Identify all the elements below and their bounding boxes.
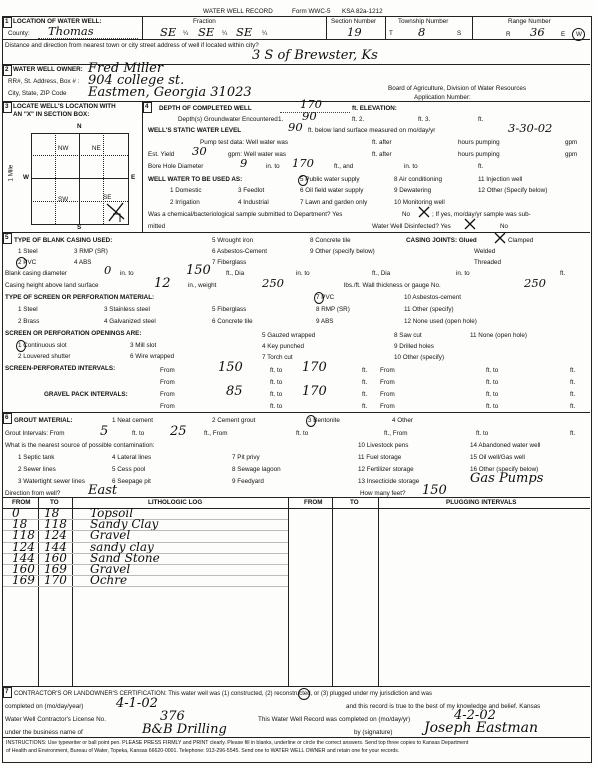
compass-n: N <box>77 123 82 130</box>
quadrant-nw: NW <box>58 145 69 152</box>
clamped[interactable]: Clamped <box>508 237 534 244</box>
gpi-ft-4: ft. <box>570 403 576 410</box>
contam-option[interactable]: 6 Seepage pit <box>112 478 151 485</box>
quarter-3: ¼ <box>262 30 268 37</box>
section-1-title: LOCATION OF WATER WELL: <box>13 18 102 25</box>
opening-option[interactable]: 2 Louvered shutter <box>18 353 71 360</box>
section-3-number: 3 <box>5 103 9 110</box>
log-to[interactable]: 160 <box>44 550 67 565</box>
quadrant-sw: SW <box>58 196 69 203</box>
direction-label: Direction from well? <box>5 490 61 497</box>
casing-option[interactable]: 9 Other (specify below) <box>310 248 375 255</box>
log-description[interactable]: sandy clay <box>90 539 154 554</box>
use-option[interactable]: 3 Feedlot <box>238 187 265 194</box>
log-from[interactable]: 144 <box>12 550 35 565</box>
township-label: Township Number <box>398 18 449 25</box>
how-many-feet-value[interactable]: 150 <box>422 483 447 498</box>
contam-option[interactable]: 13 Insecticide storage <box>358 478 420 485</box>
contam-option[interactable]: 10 Livestock pens <box>358 442 409 449</box>
grout-option[interactable]: 4 Other <box>392 417 413 424</box>
log-description[interactable]: Ochre <box>90 573 128 588</box>
range-r: R <box>506 31 511 38</box>
log-to[interactable]: 118 <box>44 517 67 532</box>
casing-dia-value[interactable]: 0 <box>104 263 112 277</box>
pump-gpm: gpm <box>565 139 578 146</box>
grout-ft-to-3: ft. to <box>476 430 489 437</box>
spi-from-value[interactable]: 150 <box>218 360 243 375</box>
rule <box>3 412 590 413</box>
gpi-ft-to-3: ft. to <box>270 403 283 410</box>
log-header-to-2: TO <box>350 499 359 506</box>
screen-option[interactable]: 6 Concrete tile <box>212 318 253 325</box>
contamination-label: What is the nearest source of possible contamination: <box>5 442 155 449</box>
screen-pvc-circle <box>314 292 324 304</box>
use-option[interactable]: 6 Oil field water supply <box>300 187 364 194</box>
completed-label: completed on (mo/day/year) <box>5 703 84 710</box>
log-header-from: FROM <box>12 499 31 506</box>
address-label: RR#, St. Address, Box # : <box>8 78 80 85</box>
opening-option[interactable]: 7 Torch cut <box>262 354 293 361</box>
log-description[interactable]: Gravel <box>90 528 131 543</box>
contam-option[interactable]: 3 Watertight sewer lines <box>18 478 85 485</box>
casing-depth[interactable]: 150 <box>186 263 211 278</box>
static-level-value[interactable]: 90 <box>288 120 303 134</box>
township-value[interactable]: 8 <box>418 25 426 39</box>
log-to[interactable]: 170 <box>44 573 67 588</box>
gpi-from-value[interactable]: 85 <box>226 384 243 399</box>
contam-option[interactable]: 8 Sewage lagoon <box>232 466 281 473</box>
city-value[interactable]: Eastmen, Georgia 31023 <box>88 85 252 100</box>
grout-label: GROUT MATERIAL: <box>14 417 73 424</box>
application-number-label: Application Number: <box>414 94 471 101</box>
section-2-number: 2 <box>5 66 9 73</box>
quadrant-se: SE <box>103 194 112 201</box>
log-to[interactable]: 169 <box>44 562 67 576</box>
use-option[interactable]: 9 Dewatering <box>394 187 432 194</box>
address-value[interactable]: 904 college st. <box>88 73 185 88</box>
yield-gpm-2: gpm <box>565 151 578 158</box>
range-value[interactable]: 36 <box>530 25 545 39</box>
township-t: T <box>389 30 393 37</box>
contam-option[interactable]: 7 Pit privy <box>232 454 260 461</box>
distance-label: Distance and direction from nearest town or city street address of well if located within city? <box>5 42 259 49</box>
log-from[interactable]: 124 <box>12 539 35 554</box>
log-to[interactable]: 144 <box>44 539 67 554</box>
gpi-ft: ft. <box>362 391 368 398</box>
rule <box>3 497 590 498</box>
gpi-to-value[interactable]: 170 <box>302 384 327 399</box>
contam-option[interactable]: 9 Feedyard <box>232 478 264 485</box>
record-completed-value[interactable]: 4-2-02 <box>454 708 496 723</box>
casing-title: TYPE OF BLANK CASING USED: <box>14 237 113 244</box>
contam-option[interactable]: 11 Fuel storage <box>358 454 402 461</box>
grout-ft: ft. <box>570 430 576 437</box>
contam-option[interactable]: 15 Oil well/Gas well <box>470 454 525 461</box>
screen-option[interactable]: 7 PVC <box>316 294 335 301</box>
spi-ft-to-3: ft. to <box>270 379 283 386</box>
section-1-number-box <box>3 17 12 28</box>
grout-bentonite-circle <box>306 415 316 427</box>
screen-option[interactable]: 9 ABS <box>316 318 334 325</box>
compass-s: S <box>77 224 82 231</box>
groundwater-1: 1. <box>278 116 284 123</box>
screen-option[interactable]: 3 Stainless steel <box>104 306 150 313</box>
gpi-from-4: From <box>380 403 395 410</box>
table-row <box>0 573 596 588</box>
casing-dia-ft-3: ft. <box>560 270 566 277</box>
instructions-line-1: INSTRUCTIONS: Use typewriter or ball point pen. PLEASE PRESS FIRMLY and PRINT clearly. Please fill in blanks, underline or circle the correct answers. Send top three copies to Kansas Department <box>6 740 469 746</box>
grout-ft-to: ft. to <box>132 430 145 437</box>
compass-e: E <box>131 174 136 181</box>
license-value[interactable]: 376 <box>160 709 185 724</box>
use-option[interactable]: 5 Public water supply <box>300 176 360 183</box>
opening-option[interactable]: 10 Other (specify) <box>394 354 445 361</box>
spi-from-3: From <box>160 379 175 386</box>
opening-continuous-circle <box>16 340 26 352</box>
section-1-number: 1 <box>5 18 9 25</box>
pump-hours: hours pumping <box>458 139 500 146</box>
log-header-to: TO <box>50 499 59 506</box>
opening-option[interactable]: 11 None (open hole) <box>470 332 527 339</box>
township-s: S <box>457 30 462 37</box>
chem-no-mark-icon <box>418 206 430 218</box>
rule <box>3 737 590 738</box>
log-from[interactable]: 118 <box>12 528 35 543</box>
disinfect-yes-mark-icon <box>464 218 476 230</box>
joints-mark-icon <box>494 232 506 244</box>
log-to[interactable]: 18 <box>44 506 60 520</box>
openings-title: SCREEN OR PERFORATION OPENINGS ARE: <box>5 330 142 337</box>
direction-value[interactable]: East <box>88 483 118 498</box>
casing-weight-value[interactable]: 250 <box>262 276 284 290</box>
use-option[interactable]: 8 Air conditioning <box>394 176 442 183</box>
grout-from-value[interactable]: 5 <box>100 424 109 439</box>
certification-text: CONTRACTOR'S OR LANDOWNER'S CERTIFICATION: This water well was (1) constructed, (2) reconstructed, or (3) plugged under my jurisdiction and was <box>14 691 432 697</box>
rule <box>3 101 590 102</box>
spi-ft-3: ft. <box>362 379 368 386</box>
gpi-ft-to-2: ft. to <box>486 391 499 398</box>
groundwater-3: ft. 3. <box>418 116 431 123</box>
screen-title: TYPE OF SCREEN OR PERFORATION MATERIAL: <box>5 294 155 301</box>
groundwater-value[interactable]: 90 <box>302 109 317 123</box>
casing-height-label: Casing height above land surface <box>5 282 99 289</box>
county-value[interactable]: Thomas <box>48 24 94 38</box>
owner-value[interactable]: Fred Miller <box>88 61 164 76</box>
pump-test-label: Pump test data: Well water was <box>200 139 289 146</box>
screen-option[interactable]: 2 Brass <box>18 318 40 325</box>
bore-label: Bore Hole Diameter <box>148 163 204 170</box>
section-value[interactable]: 19 <box>347 25 362 39</box>
use-label: WELL WATER TO BE USED AS: <box>148 176 243 183</box>
fraction-2[interactable]: SE <box>198 25 215 39</box>
contam-option[interactable]: 14 Abandoned water well <box>470 442 541 449</box>
casing-dia-in-2: in. to <box>296 270 310 277</box>
casing-dia-label: Blank casing diameter <box>5 270 67 277</box>
casing-weight-rest: lbs./ft. Wall thickness or gauge No. <box>344 282 441 289</box>
bore-ft: ft. <box>478 163 484 170</box>
yield-value[interactable]: 30 <box>192 144 207 158</box>
county-label: County: <box>8 30 30 37</box>
use-option[interactable]: 4 Industrial <box>238 199 269 206</box>
log-from[interactable]: 0 <box>12 506 20 520</box>
contam-other-value[interactable]: Gas Pumps <box>470 471 544 486</box>
section-3-title-2: AN "X" IN SECTION BOX: <box>13 111 90 118</box>
grout-option[interactable]: 3 Bentonite <box>308 417 340 424</box>
mile-label: 1 Mile <box>7 164 15 182</box>
rule <box>3 686 590 687</box>
static-level-date[interactable]: 3-30-02 <box>508 121 553 135</box>
use-option[interactable]: 10 Monitoring well <box>394 199 445 206</box>
casing-dia-in: in. to <box>120 270 134 277</box>
signature-value[interactable]: Joseph Eastman <box>424 720 538 736</box>
divider <box>142 17 143 39</box>
grout-ft-from: ft., From <box>204 430 228 437</box>
chem-rest: ; If yes, mo/day/yr sample was sub- <box>432 211 531 218</box>
spi-from-2: From <box>380 367 395 374</box>
divider <box>326 17 327 39</box>
gpi-from-2: From <box>380 391 395 398</box>
contam-option[interactable]: 16 Other (specify below) <box>470 466 539 473</box>
section-3-title-1: LOCATE WELL'S LOCATION WITH <box>13 103 116 110</box>
opening-option[interactable]: 9 Drilled holes <box>394 343 434 350</box>
log-header-lithologic: LITHOLOGIC LOG <box>148 499 203 506</box>
casing-dia-ft: ft., Dia <box>226 270 245 277</box>
log-from[interactable]: 18 <box>12 517 28 532</box>
bore-ft-and: ft., and <box>334 163 354 170</box>
depth-value[interactable]: 170 <box>300 97 322 111</box>
casing-option[interactable]: 6 Asbestos-Cement <box>212 248 267 255</box>
elevation-label: ft. ELEVATION: <box>352 105 397 112</box>
use-option[interactable]: 11 Injection well <box>478 176 523 183</box>
log-description[interactable]: Topsoil <box>90 506 134 520</box>
use-option[interactable]: 12 Other (Specify below) <box>478 187 548 194</box>
chem-no[interactable]: No <box>402 211 411 218</box>
log-description[interactable]: Sand Stone <box>90 550 160 565</box>
screen-option[interactable]: 10 Asbestos-cement <box>404 294 462 301</box>
license-label: Water Well Contractor's License No. <box>5 716 106 723</box>
compass-w: W <box>23 174 29 181</box>
row-rule <box>3 586 288 587</box>
spi-from: From <box>160 367 175 374</box>
gpi-ft-to: ft. to <box>270 391 283 398</box>
casing-option[interactable]: 4 ABS <box>74 259 92 266</box>
form-number: Form WWC-5 <box>292 8 331 15</box>
city-label: City, State, ZIP Code <box>8 90 67 97</box>
divider <box>472 17 473 39</box>
screen-option[interactable]: 11 Other (specify) <box>404 306 454 313</box>
casing-height-value[interactable]: 12 <box>154 276 171 291</box>
board-label: Board of Agriculture, Division of Water Resources <box>388 85 527 92</box>
spi-ft-to-4: ft. to <box>486 379 499 386</box>
use-circle <box>298 175 308 186</box>
grout-option[interactable]: 2 Cement grout <box>212 417 256 424</box>
yield-label: Est. Yield <box>148 151 175 158</box>
completed-value[interactable]: 4-1-02 <box>116 696 158 711</box>
distance-value[interactable]: 3 S of Brewster, Ks <box>252 48 378 63</box>
business-label: under the business name of <box>5 729 83 736</box>
opening-option[interactable]: 8 Saw cut <box>394 332 422 339</box>
gpi-ft-3: ft. <box>362 403 368 410</box>
gpi-from: From <box>160 391 175 398</box>
quadrant-ne: NE <box>92 145 101 152</box>
section-4-number: 4 <box>145 103 149 110</box>
casing-option[interactable]: 5 Wrought iron <box>212 237 254 244</box>
section-7-number: 7 <box>5 688 9 695</box>
chem-mitted: mitted <box>148 223 166 230</box>
contam-option[interactable]: 5 Cess pool <box>112 466 146 473</box>
spi-from-4: From <box>380 379 395 386</box>
section-label: Section Number <box>331 18 377 25</box>
screen-option[interactable]: 8 RMP (SR) <box>316 306 350 313</box>
static-level-label: WELL'S STATIC WATER LEVEL <box>148 127 242 134</box>
bore-in-to: in. to <box>266 163 280 170</box>
depth-label: DEPTH OF COMPLETED WELL <box>159 105 252 112</box>
contam-option[interactable]: 1 Septic tank <box>18 454 55 461</box>
range-w: W <box>576 31 582 38</box>
use-option[interactable]: 1 Domestic <box>170 187 202 194</box>
signature-label: by (signature) <box>354 729 393 736</box>
yield-ft-after: ft. after <box>372 151 392 158</box>
gpi-ft-to-4: ft. to <box>486 403 499 410</box>
opening-option[interactable]: 3 Mill slot <box>130 342 157 349</box>
screen-option[interactable]: 1 Steel <box>18 306 38 313</box>
chem-label: Was a chemical/bacteriological sample submitted to Department? Yes <box>148 211 343 218</box>
static-level-rest: ft. below land surface measured on mo/day/yr <box>308 127 436 134</box>
log-from[interactable]: 169 <box>12 573 35 588</box>
record-completed-label: This Water Well Record was completed on (mo/day/yr) <box>258 716 411 723</box>
gpi-ft-2: ft. <box>570 391 576 398</box>
opening-option[interactable]: 1 Continuous slot <box>18 342 67 349</box>
spi-ft-to: ft. to <box>270 367 283 374</box>
quarter-2: ¼ <box>222 30 228 37</box>
rule <box>3 39 590 40</box>
divider <box>385 17 386 39</box>
contam-option[interactable]: 12 Fertilizer storage <box>358 466 414 473</box>
section-5-number: 5 <box>5 234 9 241</box>
disinfect-label: Water Well Disinfected? Yes <box>372 223 451 230</box>
business-value[interactable]: B&B Drilling <box>142 722 227 737</box>
log-description[interactable]: Gravel <box>90 562 131 576</box>
disinfect-no[interactable]: No <box>500 223 509 230</box>
threaded[interactable]: Threaded <box>474 259 501 266</box>
range-label: Range Number <box>508 18 551 25</box>
screen-option[interactable]: 5 Fiberglass <box>212 306 247 313</box>
well-location-mark-icon <box>104 200 128 224</box>
log-header-from-2: FROM <box>304 499 323 506</box>
casing-height-in: in., weight <box>188 282 217 289</box>
opening-option[interactable]: 6 Wire wrapped <box>130 353 175 360</box>
grout-intervals-label: Grout Intervals: From <box>5 430 65 437</box>
contam-option[interactable]: 4 Lateral lines <box>112 454 152 461</box>
fraction-1[interactable]: SE <box>160 25 177 39</box>
log-header-plugging: PLUGGING INTERVALS <box>446 499 517 506</box>
divider <box>142 101 143 232</box>
joints-label: CASING JOINTS: Glued <box>406 237 477 244</box>
quarter-1: ¼ <box>183 30 189 37</box>
contam-option[interactable]: 2 Sewer lines <box>18 466 56 473</box>
section-box-grid <box>55 133 56 224</box>
casing-pvc-circle <box>16 257 27 269</box>
section-box-horizontal <box>31 178 128 179</box>
casing-option[interactable]: 2 PVC <box>18 259 37 266</box>
casing-option[interactable]: 3 RMP (SR) <box>74 248 108 255</box>
use-option[interactable]: 2 Irrigation <box>170 199 200 206</box>
groundwater-label: Depth(s) Groundwater Encountered <box>178 116 278 123</box>
casing-option[interactable]: 1 Steel <box>18 248 38 255</box>
bore-depth[interactable]: 170 <box>292 156 314 170</box>
instructions-line-2: of Health and Environment, Bureau of Water, Topeka, Kansas 66620-0001. Telephone: 913-296-5545. Send one to WATER WELL OWNER and retain one for your records. <box>6 748 400 754</box>
spi-ft-4: ft. <box>570 379 576 386</box>
gpi-from-3: From <box>160 403 175 410</box>
fraction-3[interactable]: SE <box>236 25 253 39</box>
constructed-circle <box>298 688 310 700</box>
bore-value[interactable]: 9 <box>240 156 248 170</box>
grout-option[interactable]: 1 Neat cement <box>112 417 153 424</box>
use-option[interactable]: 7 Lawn and garden only <box>300 199 368 206</box>
grout-to-value[interactable]: 25 <box>170 424 187 439</box>
pump-ft-after: ft. after <box>372 139 392 146</box>
section-6-number: 6 <box>5 414 9 421</box>
log-to[interactable]: 124 <box>44 528 67 543</box>
groundwater-2: ft. 2. <box>352 116 365 123</box>
casing-dia-in-3: in. to <box>456 270 470 277</box>
grout-ft-from-2: ft., From <box>384 430 408 437</box>
range-e: E <box>561 31 566 38</box>
groundwater-ft: ft. <box>478 116 484 123</box>
opening-option[interactable]: 5 Gauzed wrapped <box>262 332 316 339</box>
log-description[interactable]: Sandy Clay <box>90 517 159 532</box>
casing-dia-ft-2: ft., Dia <box>372 270 391 277</box>
casing-option[interactable]: 8 Concrete tile <box>310 237 351 244</box>
section-box-grid <box>31 155 128 156</box>
spi-label: SCREEN-PERFORATED INTERVALS: <box>5 365 116 372</box>
form-title: WATER WELL RECORD <box>203 8 273 15</box>
grout-ft-to-2: ft. to <box>296 430 309 437</box>
opening-option[interactable]: 4 Key punched <box>262 343 305 350</box>
screen-option[interactable]: 12 None used (open hole) <box>404 318 477 325</box>
bore-in-to-2: in. to <box>404 163 418 170</box>
how-many-feet-label: How many feet? <box>360 490 406 497</box>
section-2-title: WATER WELL OWNER: <box>13 66 83 73</box>
welded[interactable]: Welded <box>474 248 496 255</box>
spi-ft-2: ft. <box>570 367 576 374</box>
ksa-number: KSA 82a-1212 <box>342 8 383 15</box>
spi-ft-to-2: ft. to <box>486 367 499 374</box>
gauge-value[interactable]: 250 <box>524 276 546 290</box>
spi-to-value[interactable]: 170 <box>302 360 327 375</box>
casing-option[interactable]: 7 Fiberglass <box>212 259 247 266</box>
certification-text-2: and this record is true to the best of my knowledge and belief. Kansas <box>346 703 541 710</box>
yield-hours: hours pumping <box>458 151 500 158</box>
spi-ft: ft. <box>362 367 368 374</box>
fraction-label: Fraction <box>193 18 216 25</box>
gpi-label: GRAVEL PACK INTERVALS: <box>44 391 128 398</box>
log-from[interactable]: 160 <box>12 562 35 576</box>
yield-gpm: gpm: Well water was <box>228 151 286 158</box>
screen-option[interactable]: 4 Galvanized steel <box>104 318 156 325</box>
